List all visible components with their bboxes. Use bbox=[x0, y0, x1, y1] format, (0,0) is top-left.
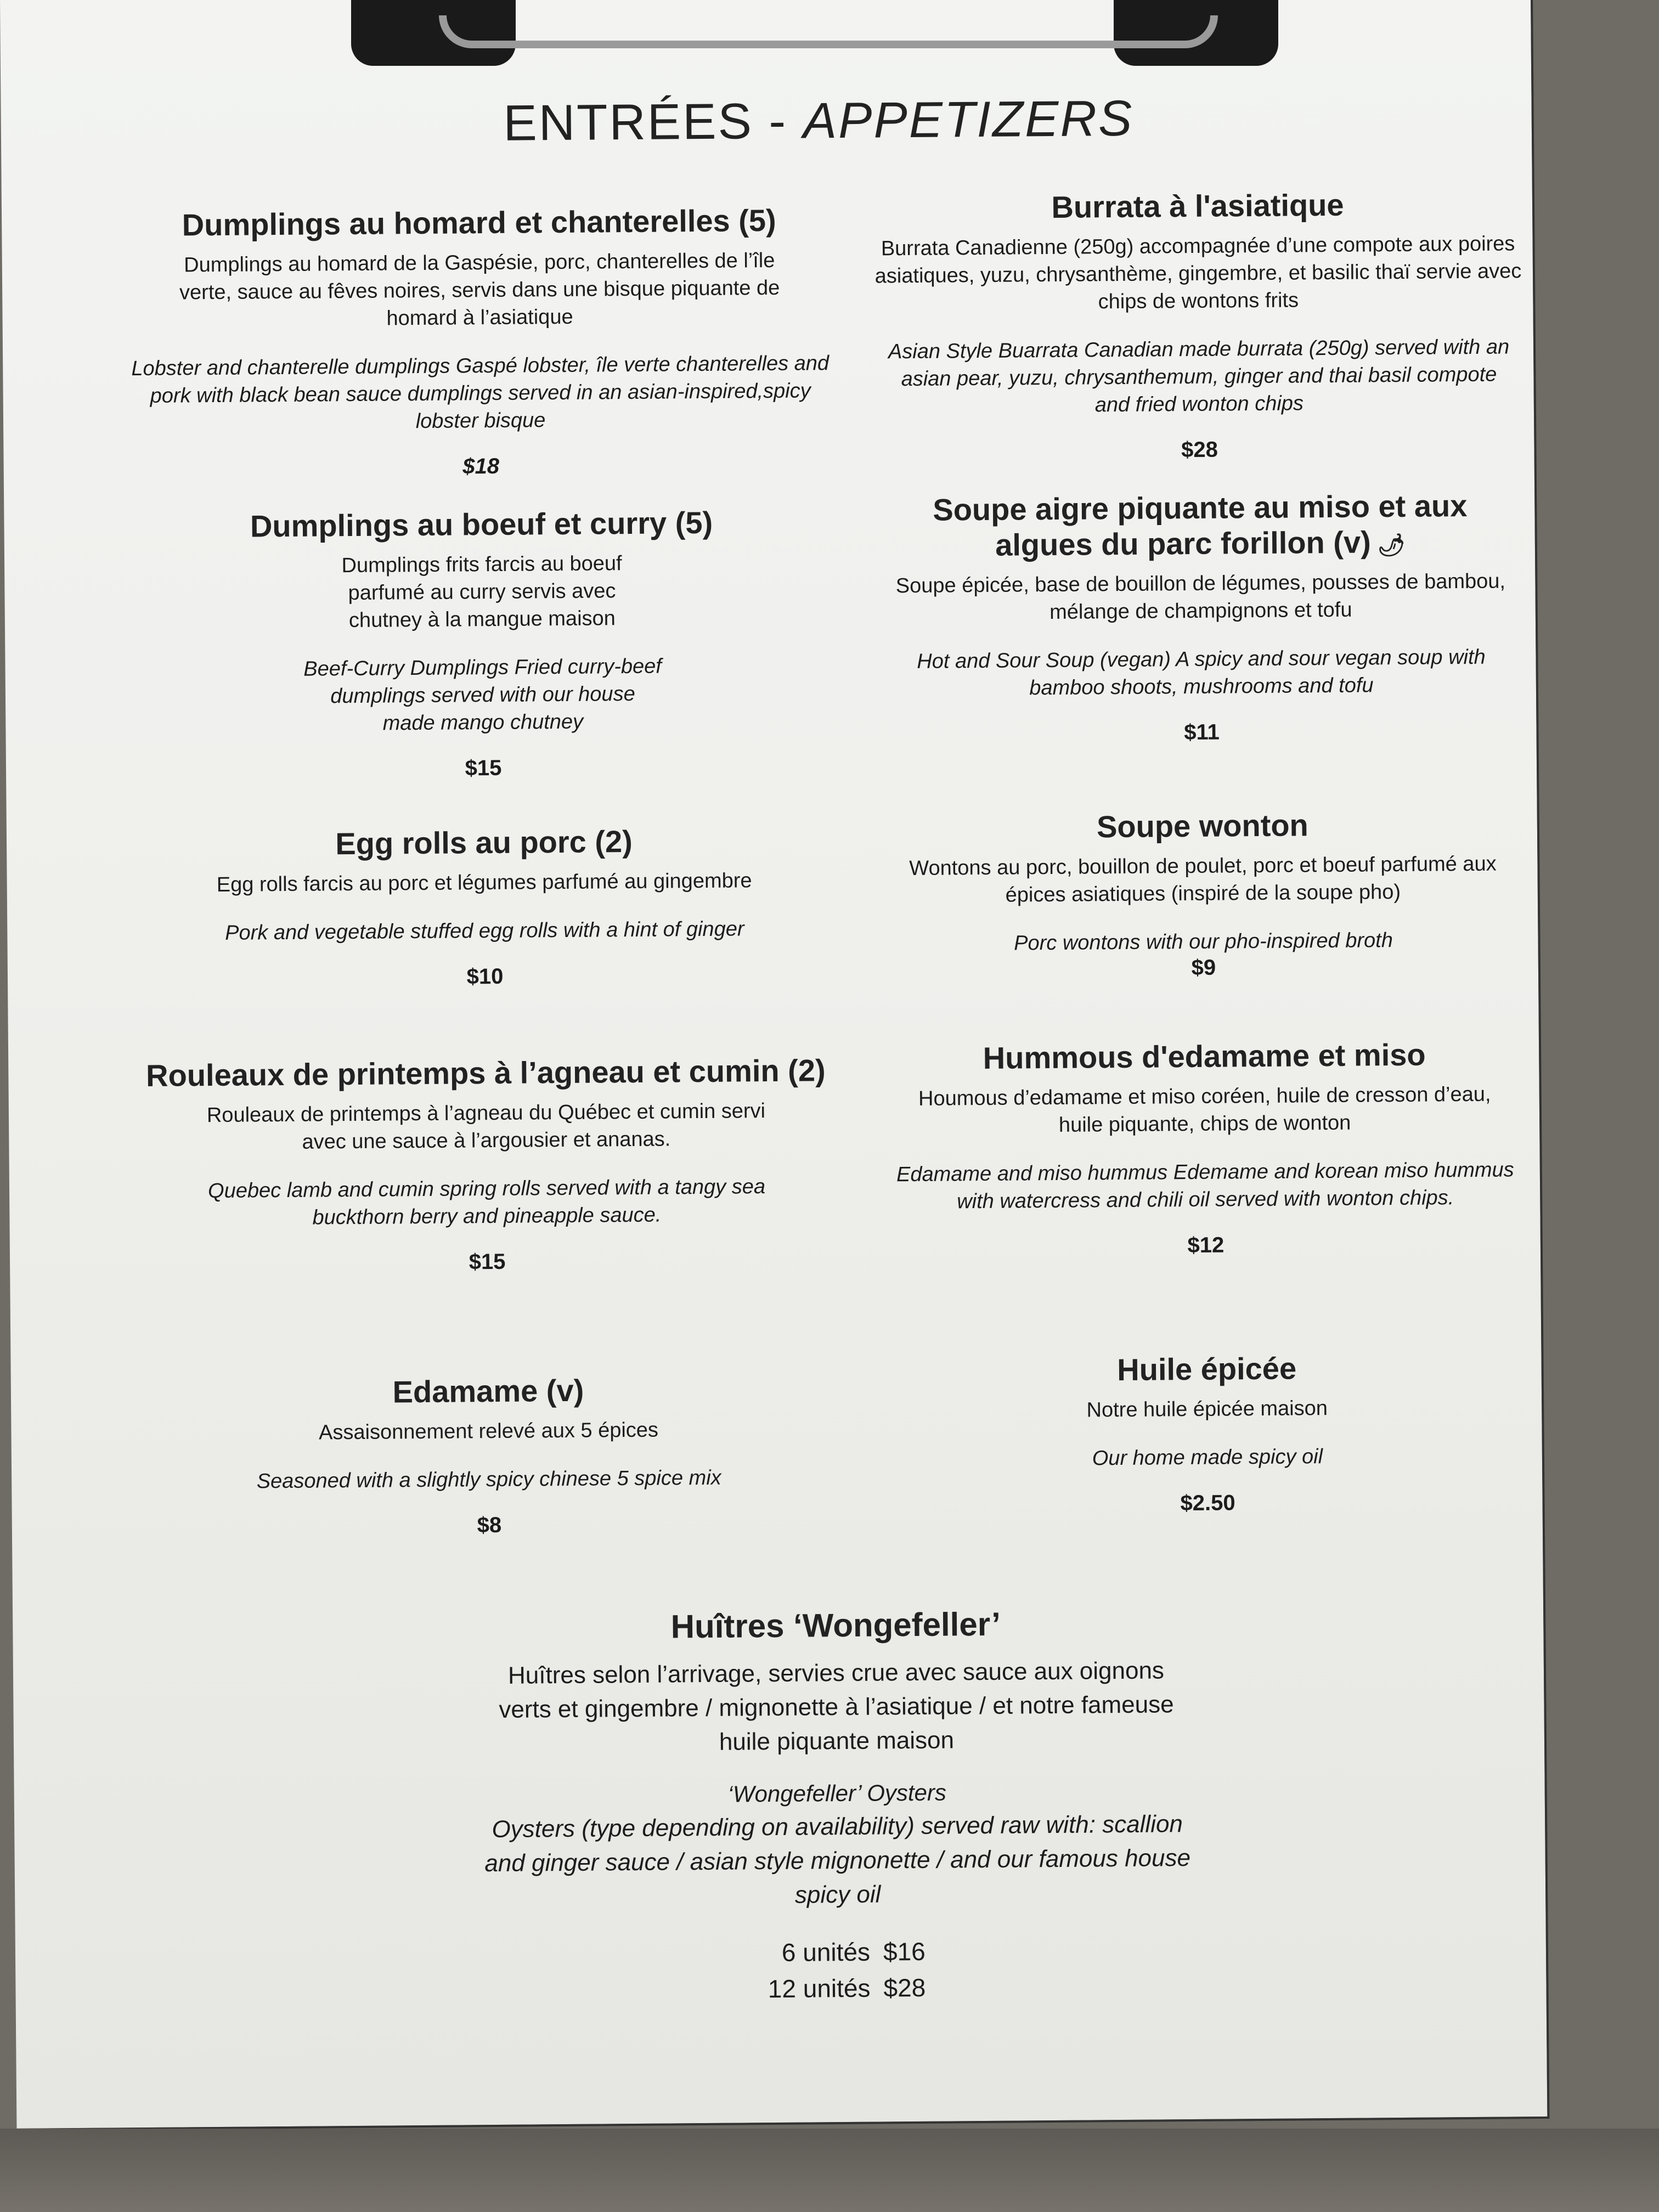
item-desc-fr: Egg rolls farcis au porc et légumes parfumé au gingembre bbox=[216, 869, 752, 896]
item-price: $10 bbox=[466, 964, 504, 989]
oyster-prices bbox=[399, 1931, 1278, 2010]
item-desc-en: Lobster and chanterelle dumplings Gaspé lobster, île verte chanterelles and pork with black bean sauce dumplings served in an asian-inspired,spicy lobster bisque bbox=[131, 352, 830, 433]
item-desc-en: Oysters (type depending on availability) served raw with: scallion and ginger sauce / asian style mignonette / and our famous house spicy oil bbox=[484, 1810, 1191, 1909]
item-desc-en: Edamame and miso hummus Edemame and korean miso hummus with watercress and chili oil served with wonton chips. bbox=[896, 1158, 1514, 1214]
price-qty: 12 unités bbox=[768, 1973, 871, 2004]
page-title bbox=[1, 86, 1636, 156]
item-desc-fr: Wontons au porc, bouillon de poulet, porc et boeuf parfumé aux épices asiatiques (inspiré de la soupe pho) bbox=[909, 852, 1497, 907]
item-name: Soupe wonton bbox=[1096, 808, 1308, 844]
item-price: $15 bbox=[465, 755, 502, 781]
item-desc-fr: Burrata Canadienne (250g) accompagnée d’une compote aux poires asiatiques, yuzu, chrysanthème, gingembre, et basilic thaï servie avec chips de wontons frits bbox=[874, 232, 1522, 314]
item-name: Egg rolls au porc (2) bbox=[335, 823, 633, 861]
item-name-text: Soupe aigre piquante au miso et aux algues du parc forillon (v) bbox=[933, 488, 1468, 562]
price-amount: $16 bbox=[883, 1937, 926, 1966]
table-surface bbox=[0, 2129, 1659, 2212]
item-desc-en: Our home made spicy oil bbox=[1092, 1445, 1323, 1470]
item-desc-fr: Notre huile épicée maison bbox=[1086, 1397, 1328, 1422]
item-desc-en: Quebec lamb and cumin spring rolls served with a tangy sea buckthorn berry and pineapple sauce. bbox=[207, 1175, 766, 1229]
item-price: $12 bbox=[1187, 1233, 1224, 1258]
item-desc-fr: Huîtres selon l’arrivage, servies crue avec sauce aux oignons verts et gingembre / mignonette à l’asiatique / et notre fameuse huile piquante maison bbox=[499, 1657, 1174, 1756]
clipboard-wire bbox=[439, 15, 1218, 48]
item-name: Edamame (v) bbox=[392, 1373, 584, 1409]
item-name: Rouleaux de printemps à l’agneau et cumin (2) bbox=[145, 1053, 826, 1093]
price-row bbox=[399, 1931, 1277, 1974]
menu-item-egg-rolls bbox=[83, 821, 885, 992]
item-name: Huile épicée bbox=[1117, 1351, 1297, 1387]
item-name: Huîtres ‘Wongefeller’ bbox=[670, 1605, 1001, 1645]
menu-item-beef-curry-dumplings bbox=[81, 503, 884, 783]
item-price: $9 bbox=[1191, 955, 1216, 980]
page-title-en: APPETIZERS bbox=[803, 90, 1134, 149]
menu-item-burrata bbox=[868, 185, 1529, 465]
item-name: Hummous d'edamame et miso bbox=[983, 1037, 1426, 1075]
item-desc-fr: Dumplings frits farcis au boeuf parfumé au curry servis avec chutney à la mangue maison bbox=[341, 552, 622, 633]
item-desc-en: Pork and vegetable stuffed egg rolls with a hint of ginger bbox=[225, 917, 744, 945]
item-desc-fr: Assaisonnement relevé aux 5 épices bbox=[318, 1418, 659, 1444]
item-desc-fr: Dumplings au homard de la Gaspésie, porc, chanterelles de l’île verte, sauce au fêves noires, servis dans une bisque piquante de homard à l’asiatique bbox=[179, 249, 780, 330]
menu-item-wonton-soup bbox=[873, 805, 1533, 983]
price-qty: 6 unités bbox=[781, 1937, 871, 1967]
item-desc-fr: Rouleaux de printemps à l’agneau du Québec et cumin servi avec une sauce à l’argousier et ananas. bbox=[206, 1099, 766, 1154]
item-desc-en: Hot and Sour Soup (vegan) A spicy and sour vegan soup with bamboo shoots, mushrooms and tofu bbox=[917, 645, 1486, 700]
menu-item-edamame bbox=[88, 1370, 890, 1541]
item-desc-fr: Soupe épicée, base de bouillon de légumes, pousses de bambou, mélange de champignons et tofu bbox=[895, 569, 1506, 624]
menu-item-lamb-spring-rolls bbox=[74, 1052, 899, 1278]
item-desc-fr: Houmous d’edamame et miso coréen, huile de cresson d’eau, huile piquante, chips de wonton bbox=[918, 1082, 1491, 1137]
item-name bbox=[871, 487, 1530, 563]
item-desc-en: Porc wontons with our pho-inspired broth bbox=[1014, 929, 1393, 955]
item-price: $18 bbox=[462, 454, 500, 479]
menu-item-hot-sour-soup bbox=[871, 487, 1531, 747]
menu-item-edamame-hummus bbox=[875, 1036, 1535, 1260]
price-row bbox=[399, 1967, 1277, 2010]
item-desc-en: Beef-Curry Dumplings Fried curry-beef dumplings served with our house made mango chutney bbox=[303, 654, 662, 735]
item-name: Dumplings au homard et chanterelles (5) bbox=[182, 202, 776, 242]
chili-pepper-icon: 🌶 bbox=[1377, 533, 1406, 558]
item-price: $2.50 bbox=[1180, 1491, 1235, 1516]
item-price: $8 bbox=[477, 1513, 502, 1538]
item-price: $28 bbox=[1181, 437, 1218, 462]
item-price: $15 bbox=[469, 1249, 506, 1274]
item-price: $11 bbox=[1184, 720, 1220, 745]
price-amount: $28 bbox=[883, 1973, 926, 2002]
item-name: Burrata à l'asiatique bbox=[1051, 187, 1344, 224]
item-name: Dumplings au boeuf et curry (5) bbox=[250, 505, 713, 544]
menu-item-lobster-dumplings bbox=[78, 201, 882, 482]
menu-item-oysters bbox=[397, 1603, 1278, 2010]
menu-item-spicy-oil bbox=[877, 1348, 1537, 1518]
item-desc-en: Seasoned with a slightly spicy chinese 5 spice mix bbox=[256, 1466, 721, 1493]
item-desc-en: Asian Style Buarrata Canadian made burrata (250g) served with an asian pear, yuzu, chrysanthemum, ginger and thai basil compote and fried wonton chips bbox=[888, 335, 1510, 417]
page-title-fr: ENTRÉES - bbox=[503, 93, 788, 151]
item-title-en: ‘Wongefeller’ Oysters bbox=[727, 1779, 947, 1807]
